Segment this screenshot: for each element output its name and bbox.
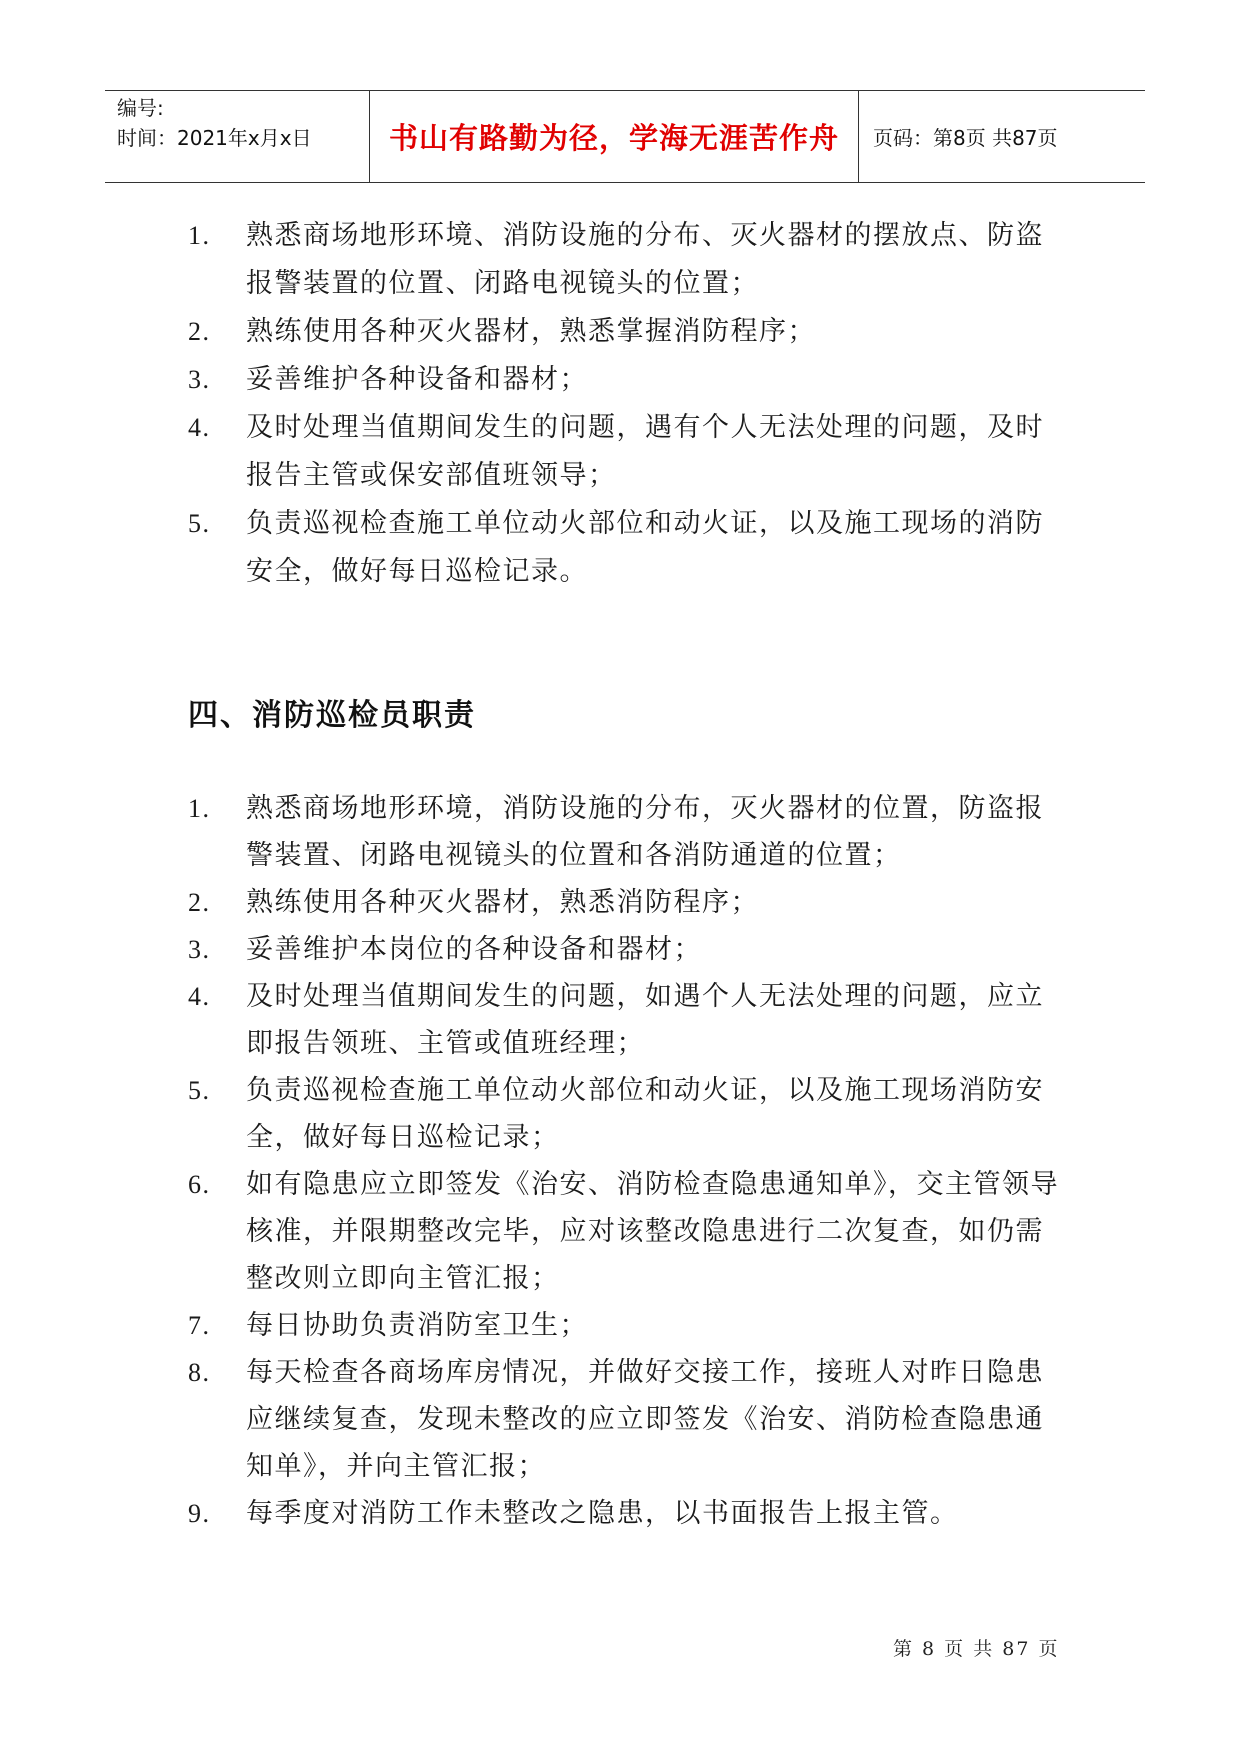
list-item-text: 及时处理当值期间发生的问题，遇有个人无法处理的问题，及时报告主管或保安部值班领导； [246,412,1044,491]
list-item-number: 5. [188,509,211,538]
list-item [188,1349,1068,1490]
list-item-number: 7. [188,1311,211,1340]
list-item-text: 熟练使用各种灭火器材，熟悉掌握消防程序； [246,316,816,347]
list-item-text: 每季度对消防工作未整改之隐患，以书面报告上报主管。 [246,1498,959,1529]
list-item-text: 每日协助负责消防室卫生； [246,1310,588,1341]
document-number-label: 编号: [117,96,164,120]
list-item-text: 熟练使用各种灭火器材，熟悉消防程序； [246,887,759,918]
list-item-text: 熟悉商场地形环境，消防设施的分布，灭火器材的位置，防盗报警装置、闭路电视镜头的位置和各消防通道的位置； [246,793,1044,871]
list-item [188,356,1068,404]
list-item-text: 负责巡视检查施工单位动火部位和动火证，以及施工现场消防安全，做好每日巡检记录； [246,1075,1044,1153]
list-item-text: 妥善维护本岗位的各种设备和器材； [246,934,702,965]
list-item-number: 4. [188,982,211,1011]
document-time-label: 时间：2021年x月x日 [117,126,312,150]
list-item [188,404,1068,500]
list-item [188,1161,1068,1302]
list-item [188,1490,1068,1537]
list-item [188,308,1068,356]
list-item-text: 如有隐患应立即签发《治安、消防检查隐患通知单》，交主管领导核准，并限期整改完毕，应对该整改隐患进行二次复查，如仍需整改则立即向主管汇报； [246,1169,1059,1294]
list-item [188,879,1068,926]
list-item-number: 9. [188,1499,211,1528]
list-item [188,1302,1068,1349]
list-item-text: 每天检查各商场库房情况，并做好交接工作，接班人对昨日隐患应继续复查，发现未整改的应立即签发《治安、消防检查隐患通知单》，并向主管汇报； [246,1357,1044,1482]
list-item-text: 熟悉商场地形环境、消防设施的分布、灭火器材的摆放点、防盗报警装置的位置、闭路电视镜头的位置； [246,220,1044,299]
list-item-number: 3. [188,365,211,394]
header-meta [117,93,372,181]
list-item [188,500,1068,596]
header-page-number: 页码：第8页 共87页 [873,126,1058,150]
list-item-number: 2. [188,317,211,346]
page-footer: 第 8 页 共 87 页 [893,1638,1060,1660]
list-item-number: 1. [188,221,211,250]
list-item-number: 6. [188,1170,211,1199]
list-item-number: 4. [188,413,211,442]
section-heading: 四、消防巡检员职责 [188,698,476,733]
header-divider [369,91,370,182]
list-item-text: 妥善维护各种设备和器材； [246,364,588,395]
list-item-number: 8. [188,1358,211,1387]
list-item-number: 1. [188,794,211,823]
list-item-number: 2. [188,888,211,917]
list-item [188,212,1068,308]
list-item [188,926,1068,973]
list-item [188,1067,1068,1161]
list-item-number: 5. [188,1076,211,1105]
list-item-text: 负责巡视检查施工单位动火部位和动火证，以及施工现场的消防安全，做好每日巡检记录。 [246,508,1044,587]
duty-list-top [188,212,1068,596]
list-item-text: 及时处理当值期间发生的问题，如遇个人无法处理的问题，应立即报告领班、主管或值班经理； [246,981,1044,1059]
patrol-duty-list [188,785,1068,1537]
page-header [105,90,1145,183]
header-motto: 书山有路勤为径，学海无涯苦作舟 [388,121,839,155]
header-divider [858,91,859,182]
list-item [188,785,1068,879]
list-item-number: 3. [188,935,211,964]
list-item [188,973,1068,1067]
